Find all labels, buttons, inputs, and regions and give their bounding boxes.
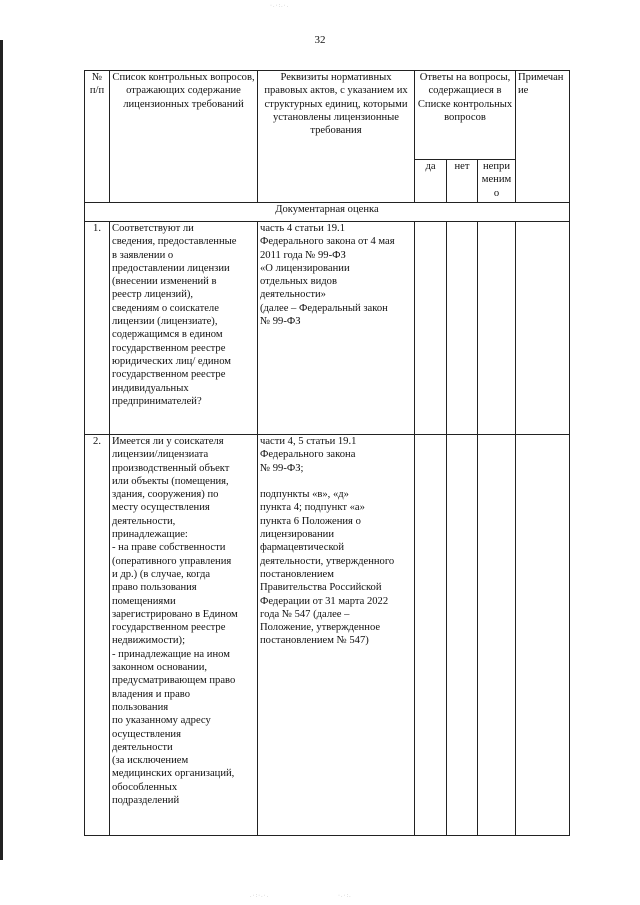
answer-no-header: нет [447,160,478,203]
answer-yes-cell[interactable] [415,435,447,836]
row-reference: части 4, 5 статьи 19.1 Федерального закона № 99-ФЗ; подпункты «в», «д» пункта 4; подпункт «а» пункта 6 Положения о лицензировании фармацевтической деятельности, утвержденного постановлением Правительства Российской Федерации от 31 марта 2022 года № 547 (далее – Положение, утвержденное постановлением № 547) [258,435,415,836]
answer-not-applicable-cell[interactable] [478,222,516,435]
answer-yes-cell[interactable] [415,222,447,435]
row-number: 1. [85,222,110,435]
table-row [85,435,570,836]
checklist-table [84,70,570,836]
section-title: Документарная оценка [85,203,570,222]
header-number: № п/п [85,71,110,203]
scan-noise-bottom-left: .·:·.·. [250,893,270,899]
row-question: Соответствуют ли сведения, предоставленные в заявлении о предоставлении лицензии (внесении изменений в реестр лицензий), сведениям о соискателе лицензии (лицензиате), содержащимся в едином государственном реестре юридических лиц/ едином государственном реестре индивидуальных предпринимателей? [110,222,258,435]
row-reference: часть 4 статьи 19.1 Федерального закона от 4 мая 2011 года № 99-ФЗ «О лицензировании отдельных видов деятельности» (далее – Федеральный закон № 99-ФЗ [258,222,415,435]
table-row [85,222,570,435]
answer-no-cell[interactable] [447,435,478,836]
header-answers: Ответы на вопросы, содержащиеся в Списке контрольных вопросов [415,71,516,160]
answer-not-applicable-cell[interactable] [478,435,516,836]
row-question: Имеется ли у соискателя лицензии/лицензиата производственный объект или объекты (помещения, здания, сооружения) по месту осуществления деятельности, принадлежащие: - на праве собственности (оперативного управления и др.) (в случае, когда право пользования помещениями зарегистрировано в Едином государственном реестре недвижимости); - принадлежащие на ином законном основании, предусматривающем право владения и право пользования по указанному адресу осуществления деятельности (за исключением медицинских организаций, обособленных подразделений [110,435,258,836]
scan-edge-bar [0,40,3,860]
page-number: 32 [314,34,326,46]
section-row [85,203,570,222]
answer-no-cell[interactable] [447,222,478,435]
header-row [85,71,570,160]
header-notes: Примечание [516,71,570,203]
row-number: 2. [85,435,110,836]
header-questions: Список контрольных вопросов, отражающих содержание лицензионных требований [110,71,258,203]
scan-noise-bottom-right: ·.·:. [338,893,352,899]
notes-cell[interactable] [516,222,570,435]
header-requisites: Реквизиты нормативных правовых актов, с указанием их структурных единиц, которыми установлены лицензионные требования [258,71,415,203]
answer-yes-header: да [415,160,447,203]
scan-noise-top: ·.·:.·. [270,3,290,9]
answer-not-applicable-header: неприменимо [478,160,516,203]
notes-cell[interactable] [516,435,570,836]
